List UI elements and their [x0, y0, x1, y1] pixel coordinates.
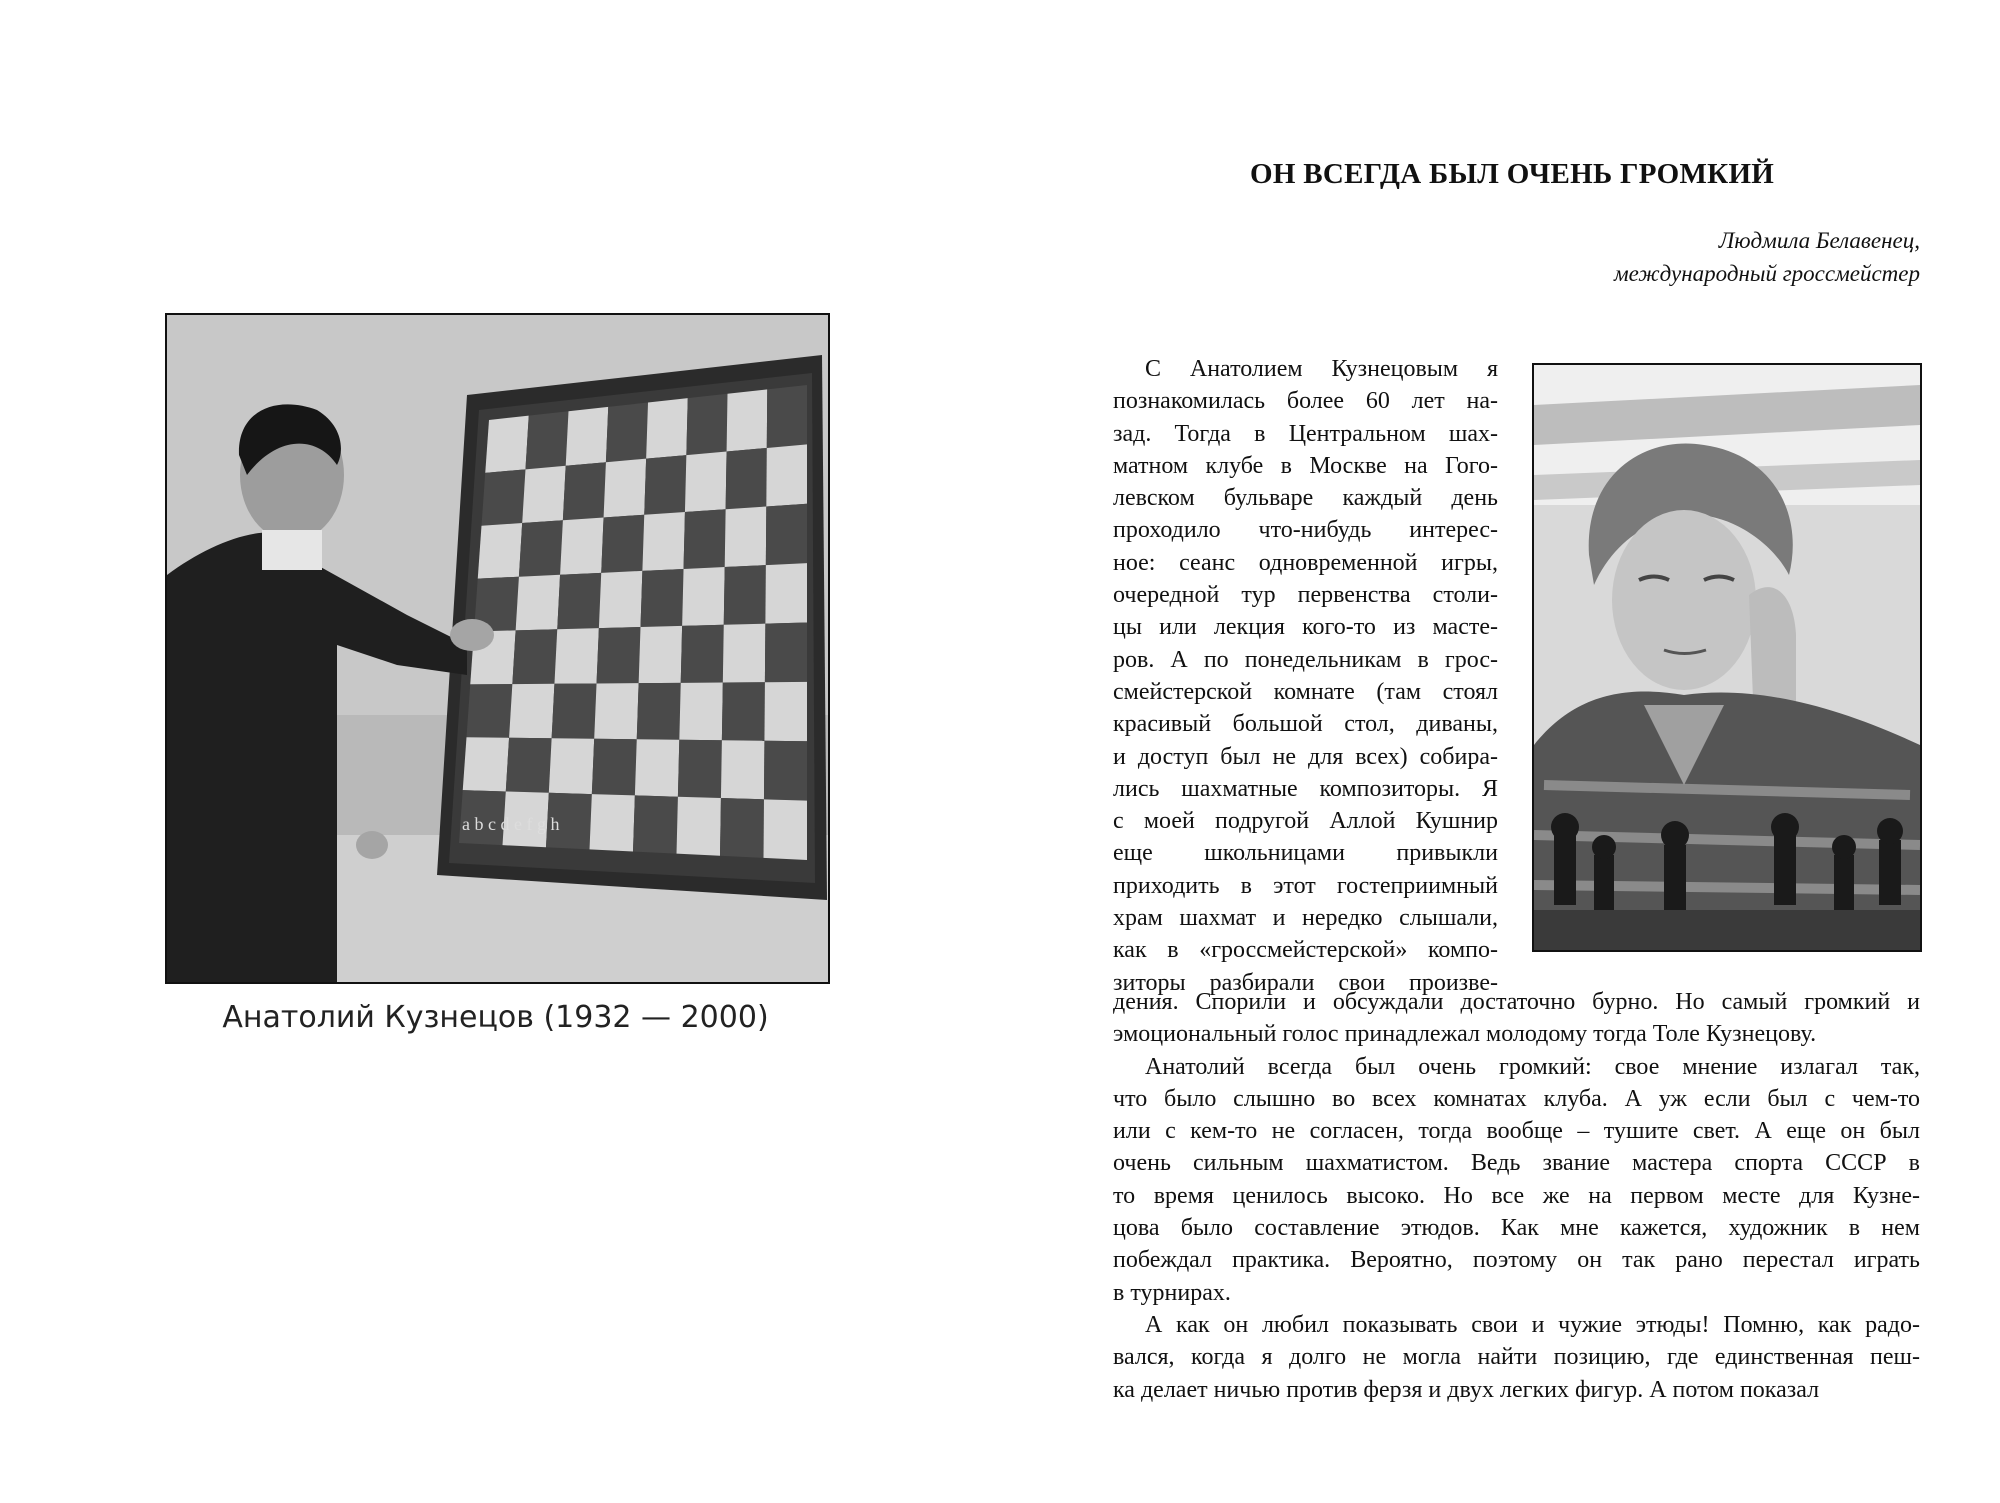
board-square: [525, 411, 568, 469]
board-square: [682, 567, 725, 626]
board-square: [767, 385, 807, 448]
board-square: [637, 683, 681, 740]
board-square: [639, 626, 683, 683]
board-square: [722, 682, 765, 741]
text-line: что было слышно во всех комнатах клуба. А уж если был с чем-то: [1113, 1085, 1920, 1112]
text-line: храм шахмат и нередко слышали,: [1113, 905, 1498, 932]
board-square: [677, 797, 721, 856]
author-block: [1614, 224, 1920, 290]
board-square: [552, 683, 597, 738]
text-line: познакомилась более 60 лет на-: [1113, 388, 1498, 415]
board-square: [635, 739, 679, 796]
text-line: и доступ был не для всех) собира-: [1113, 743, 1498, 770]
board-square: [765, 623, 807, 683]
board-square: [644, 455, 686, 515]
board-square: [509, 684, 554, 739]
text-line: очередной тур первенства столи-: [1113, 582, 1498, 609]
text-line: проходило что-нибудь интерес-: [1113, 517, 1498, 544]
board-square: [766, 444, 807, 506]
board-square: [726, 448, 767, 509]
board-square: [641, 569, 684, 627]
text-line: левском бульваре каждый день: [1113, 485, 1498, 512]
board-square: [723, 624, 766, 683]
board-square: [764, 741, 807, 801]
text-line: дения. Спорили и обсуждали достаточно бурно. Но самый громкий и: [1113, 989, 1920, 1015]
author-name: Людмила Белавенец,: [1718, 228, 1920, 253]
board-square: [604, 459, 647, 518]
text-line: зад. Тогда в Центральном шах-: [1113, 420, 1498, 447]
board-square: [684, 509, 726, 569]
right-page: [1000, 0, 2000, 1503]
text-line: как в «гроссмейстерской» компо-: [1113, 937, 1498, 964]
board-square: [485, 416, 529, 473]
author-role: международный гроссмейстер: [1613, 261, 1920, 286]
kuznetsov-photo-illustration: [167, 315, 828, 982]
board-square: [633, 795, 678, 853]
board-square: [566, 407, 609, 466]
board-square: [563, 462, 606, 520]
text-line: то время ценилось высоко. Но все же на первом месте для Кузне-: [1113, 1182, 1920, 1209]
board-square: [599, 571, 643, 628]
belavenets-photo-illustration: [1534, 365, 1920, 950]
text-line: А как он любил показывать свои и чужие этюды! Помню, как радо-: [1145, 1311, 1920, 1338]
board-square: [681, 625, 724, 683]
text-line: ров. А по понедельникам в грос-: [1113, 646, 1498, 673]
board-square: [522, 466, 566, 523]
board-square: [592, 739, 637, 796]
text-line: цы или лекция кого-то из масте-: [1113, 614, 1498, 641]
text-line: приходить в этот гостеприимный: [1113, 872, 1498, 899]
text-line: еще школьницами привыкли: [1113, 840, 1498, 867]
text-line: матном клубе в Москве на Гого-: [1113, 452, 1498, 479]
text-line: Анатолий всегда был очень громкий: свое мнение излагал так,: [1145, 1053, 1920, 1080]
demo-board-squares: [459, 385, 807, 860]
board-square: [727, 389, 768, 451]
text-line: ное: сеанс одновременной игры,: [1113, 549, 1498, 576]
text-line: зиторы разбирали свои произве-: [1113, 969, 1498, 996]
text-line: эмоциональный голос принадлежал молодому тогда Толе Кузнецову.: [1113, 1021, 1817, 1048]
text-line: очень сильным шахматистом. Ведь звание мастера спорта СССР в: [1113, 1150, 1920, 1177]
board-square: [560, 518, 604, 575]
board-square: [463, 737, 509, 791]
board-square: [519, 520, 563, 576]
board-square: [766, 504, 807, 565]
text-line: вался, когда я долго не могла найти позицию, где единственная пеш-: [1113, 1344, 1920, 1371]
board-square: [606, 403, 648, 463]
board-square: [512, 629, 557, 684]
article-text-full: [1113, 986, 1920, 1406]
text-line: смейстерской комнате (там стоял: [1113, 678, 1498, 705]
board-square: [549, 738, 594, 794]
board-square: [764, 682, 807, 741]
board-square: [724, 565, 766, 625]
board-square: [482, 469, 526, 525]
text-line: в турнирах.: [1113, 1279, 1231, 1306]
board-square: [467, 684, 513, 738]
board-square: [679, 683, 723, 741]
text-line: ка делает ничью против ферзя и двух легких фигур. А потом показал: [1113, 1376, 1820, 1403]
board-square: [725, 507, 767, 568]
text-line: побеждал практика. Вероятно, поэтому он так рано перестал играть: [1113, 1247, 1920, 1274]
board-square: [597, 627, 641, 683]
board-square: [646, 398, 688, 459]
text-line: С Анатолием Кузнецовым я: [1145, 356, 1498, 382]
board-square: [764, 799, 808, 860]
board-square: [642, 512, 685, 571]
photo-kuznetsov-at-demo-board: [165, 313, 830, 984]
board-square: [686, 394, 727, 455]
text-line: цова было составление этюдов. Как мне кажется, художник в нем: [1113, 1215, 1920, 1242]
text-line: с моей подругой Аллой Кушнир: [1113, 808, 1498, 835]
text-line: лись шахматные композиторы. Я: [1113, 775, 1498, 802]
article-title: ОН ВСЕГДА БЫЛ ОЧЕНЬ ГРОМКИЙ: [1250, 158, 1775, 190]
board-square: [594, 683, 638, 739]
board-square: [720, 798, 764, 858]
board-square: [601, 515, 644, 573]
board-square: [478, 523, 522, 579]
article-text-wrapped: [1113, 353, 1498, 999]
board-file-labels: a b c d e f g h: [462, 814, 560, 834]
board-square: [554, 628, 598, 684]
board-square: [765, 563, 807, 624]
text-line: красивый большой стол, диваны,: [1113, 711, 1498, 738]
board-square: [685, 452, 727, 513]
board-square: [721, 740, 765, 799]
board-square: [590, 794, 635, 851]
board-square: [557, 573, 601, 629]
board-square: [506, 738, 552, 793]
photo-caption: Анатолий Кузнецов (1932 — 2000): [222, 1000, 769, 1035]
text-line: или с кем-то не согласен, тогда вообще – тушите свет. А еще он был: [1113, 1118, 1920, 1145]
photo-belavenets: [1532, 363, 1922, 952]
board-square: [678, 740, 722, 798]
board-square: [516, 575, 560, 631]
